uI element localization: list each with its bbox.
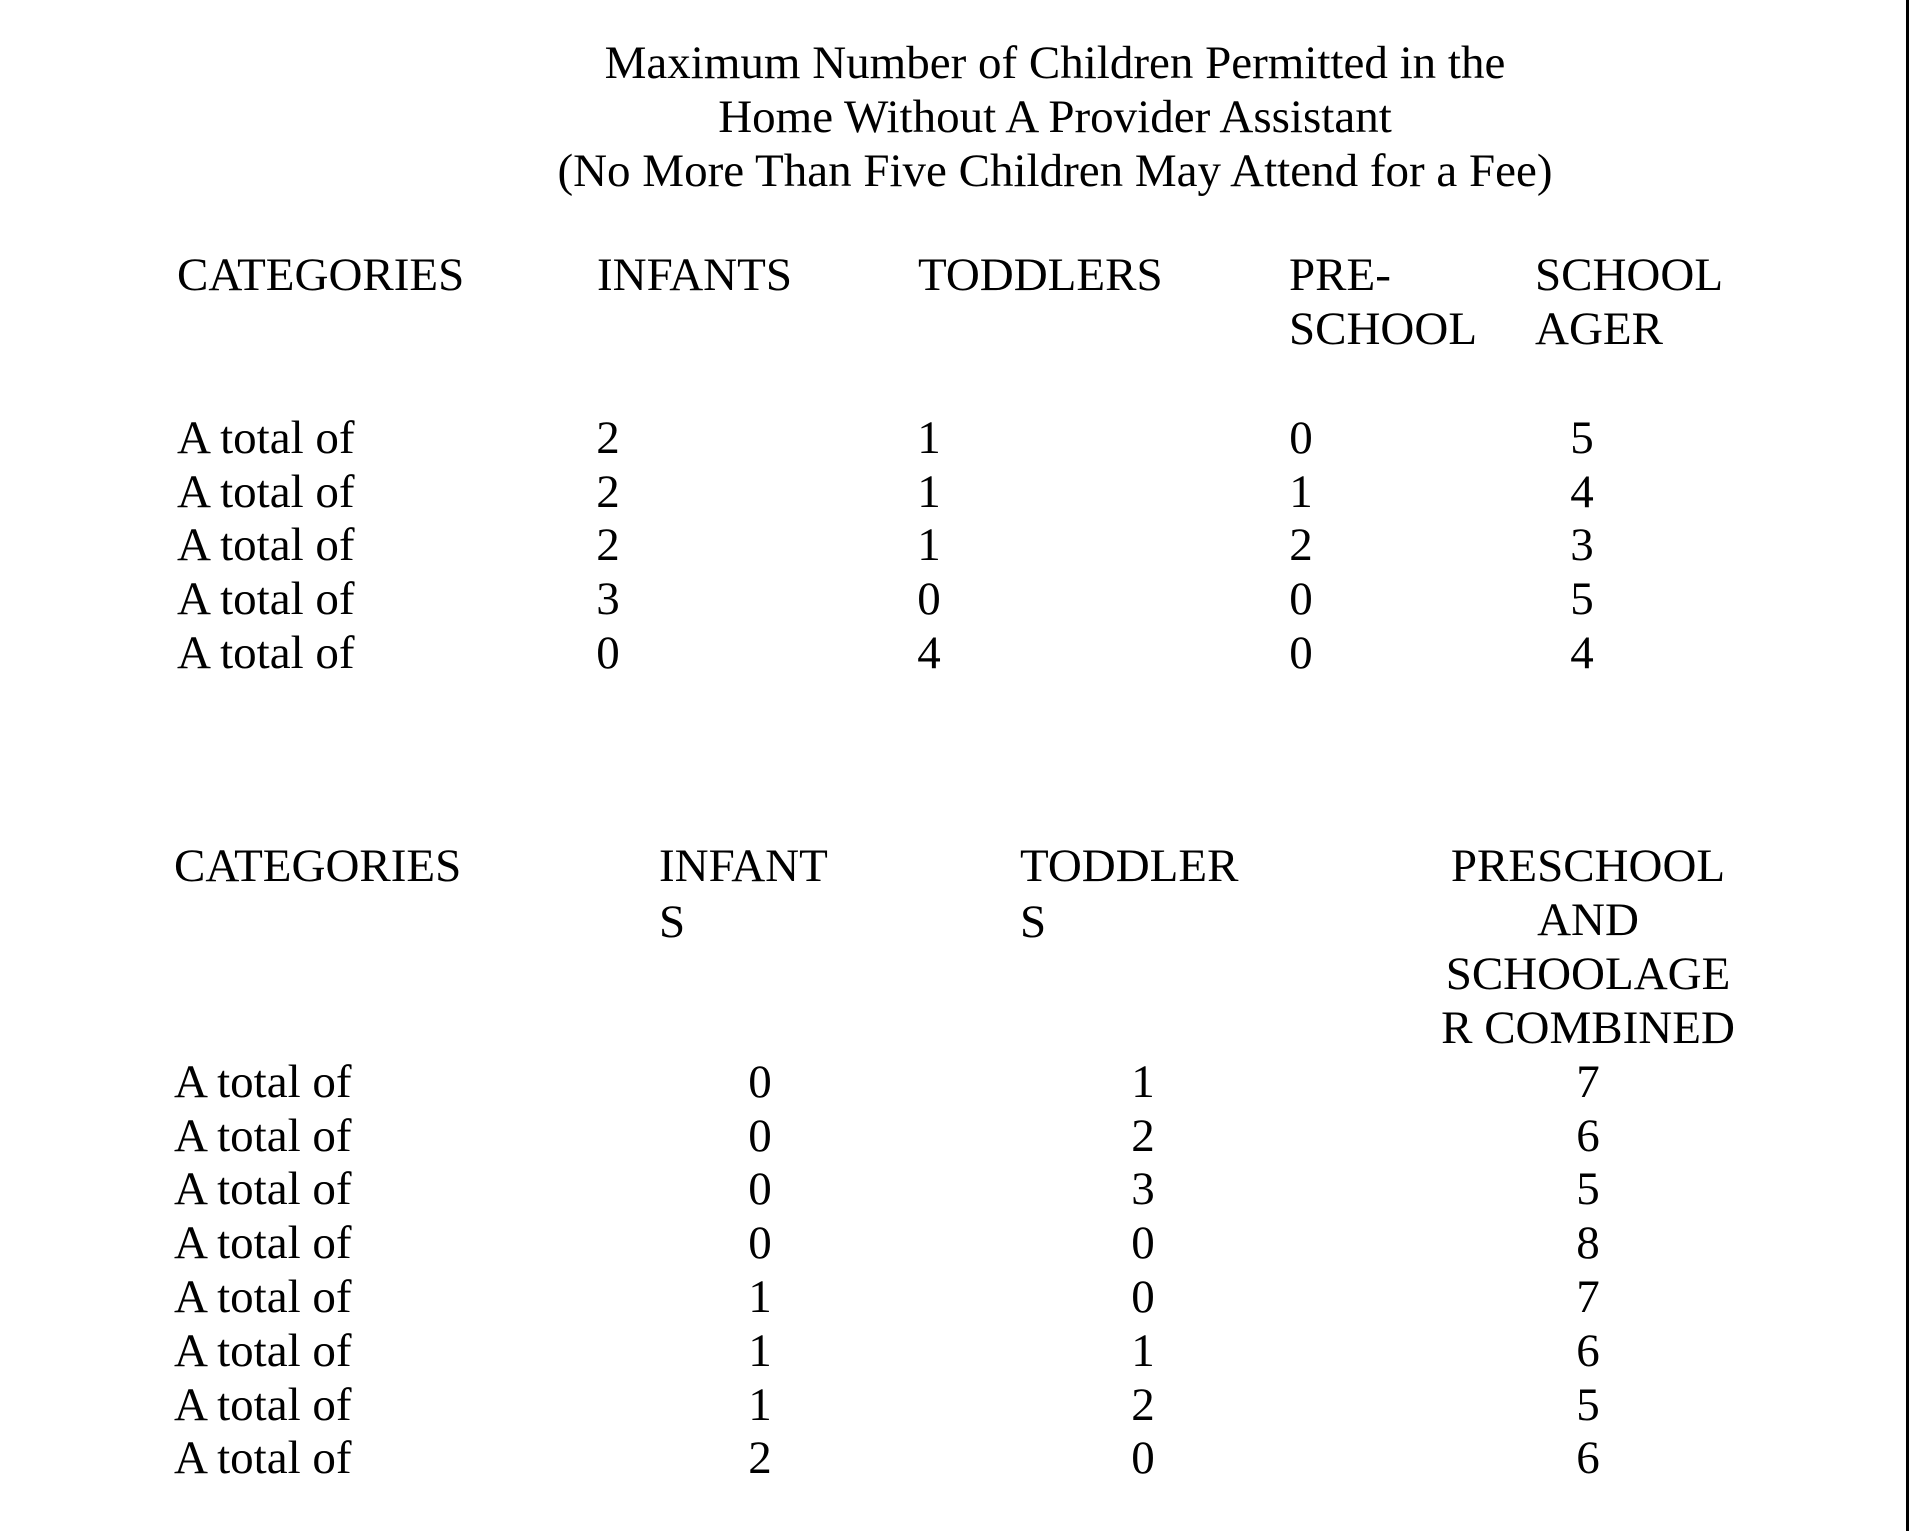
table1-header-infants: INFANTS	[597, 249, 792, 301]
cell-schoolager: 5	[1570, 573, 1594, 625]
table2-header-toddlers-line1: TODDLER	[1020, 840, 1239, 892]
table1-header-preschool-line2: SCHOOL	[1289, 303, 1478, 355]
table2-header-combined-line2: AND	[1537, 894, 1639, 946]
table2-header-infants-line2: S	[659, 896, 686, 948]
cell-toddlers: 3	[1131, 1163, 1155, 1215]
row-label: A total of	[177, 573, 355, 625]
title-line-3: (No More Than Five Children May Attend for a Fee)	[557, 145, 1553, 197]
cell-toddlers: 1	[917, 466, 941, 518]
row-label: A total of	[174, 1217, 352, 1269]
cell-schoolager: 4	[1570, 466, 1594, 518]
row-label: A total of	[174, 1271, 352, 1323]
row-label: A total of	[177, 466, 355, 518]
cell-infants: 2	[596, 519, 620, 571]
cell-schoolager: 4	[1570, 627, 1594, 679]
row-label: A total of	[177, 412, 355, 464]
cell-infants: 0	[748, 1217, 772, 1269]
table2-header-combined-line1: PRESCHOOL	[1450, 840, 1726, 892]
cell-infants: 0	[596, 627, 620, 679]
title-line-2: Home Without A Provider Assistant	[718, 91, 1392, 143]
cell-preschool: 1	[1289, 466, 1313, 518]
row-label: A total of	[177, 627, 355, 679]
table2-header-infants-line1: INFANT	[659, 840, 828, 892]
cell-toddlers: 2	[1131, 1379, 1155, 1431]
cell-infants: 2	[596, 412, 620, 464]
cell-toddlers: 1	[1131, 1325, 1155, 1377]
table1-header-schoolager-line2: AGER	[1535, 303, 1663, 355]
row-label: A total of	[174, 1379, 352, 1431]
page-title	[480, 36, 1630, 198]
cell-infants: 1	[748, 1325, 772, 1377]
cell-schoolager: 5	[1570, 412, 1594, 464]
cell-combined: 5	[1576, 1163, 1600, 1215]
cell-combined: 7	[1576, 1271, 1600, 1323]
cell-combined: 6	[1576, 1110, 1600, 1162]
cell-preschool: 0	[1289, 412, 1313, 464]
cell-infants: 1	[748, 1271, 772, 1323]
cell-infants: 0	[748, 1163, 772, 1215]
row-label: A total of	[177, 519, 355, 571]
row-label: A total of	[174, 1056, 352, 1108]
table1-header-preschool-line1: PRE-	[1289, 249, 1391, 301]
row-label: A total of	[174, 1163, 352, 1215]
cell-preschool: 0	[1289, 627, 1313, 679]
cell-infants: 3	[596, 573, 620, 625]
table1-header-toddlers: TODDLERS	[918, 249, 1163, 301]
cell-toddlers: 1	[1131, 1056, 1155, 1108]
cell-toddlers: 0	[917, 573, 941, 625]
cell-infants: 2	[748, 1432, 772, 1484]
cell-combined: 6	[1576, 1325, 1600, 1377]
cell-toddlers: 1	[917, 412, 941, 464]
cell-infants: 0	[748, 1056, 772, 1108]
cell-combined: 8	[1576, 1217, 1600, 1269]
table2-header-combined-line3: SCHOOLAGE	[1445, 948, 1731, 1000]
cell-combined: 7	[1576, 1056, 1600, 1108]
cell-toddlers: 4	[917, 627, 941, 679]
cell-infants: 1	[748, 1379, 772, 1431]
cell-preschool: 0	[1289, 573, 1313, 625]
cell-schoolager: 3	[1570, 519, 1594, 571]
cell-combined: 6	[1576, 1432, 1600, 1484]
cell-infants: 0	[748, 1110, 772, 1162]
row-label: A total of	[174, 1325, 352, 1377]
cell-infants: 2	[596, 466, 620, 518]
cell-toddlers: 2	[1131, 1110, 1155, 1162]
table2-header-categories: CATEGORIES	[174, 840, 462, 892]
table1-header-categories: CATEGORIES	[177, 249, 465, 301]
cell-toddlers: 0	[1131, 1432, 1155, 1484]
table2-header-combined-line4: R COMBINED	[1441, 1002, 1735, 1054]
row-label: A total of	[174, 1110, 352, 1162]
table2-header-toddlers-line2: S	[1020, 896, 1047, 948]
cell-preschool: 2	[1289, 519, 1313, 571]
cell-toddlers: 0	[1131, 1271, 1155, 1323]
cell-toddlers: 0	[1131, 1217, 1155, 1269]
title-line-1: Maximum Number of Children Permitted in the	[604, 37, 1506, 89]
cell-combined: 5	[1576, 1379, 1600, 1431]
row-label: A total of	[174, 1432, 352, 1484]
cell-toddlers: 1	[917, 519, 941, 571]
table1-header-schoolager-line1: SCHOOL	[1535, 249, 1724, 301]
page-edge-line	[1906, 0, 1909, 1531]
